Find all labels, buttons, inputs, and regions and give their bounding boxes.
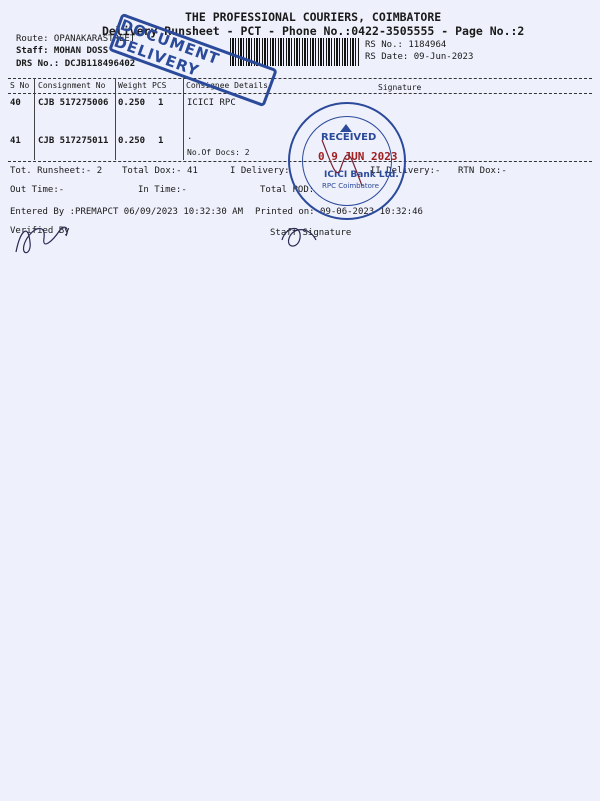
company-title: THE PROFESSIONAL COURIERS, COIMBATORE — [185, 10, 442, 24]
printed-on: Printed on: 09-06-2023 10:32:46 — [255, 207, 423, 217]
rtn-dox: RTN Dox:- — [458, 166, 507, 176]
staff-label: Staff: MOHAN DOSS — [16, 46, 109, 56]
row-consignment: CJB 517275011 — [38, 136, 109, 146]
received-date: 0 9 JUN 2023 — [318, 150, 398, 163]
row-pcs: 1 — [158, 136, 164, 146]
column-rule — [183, 78, 184, 160]
staff-signature-mark — [276, 218, 326, 258]
col-consignee: Consignee Details — [186, 81, 268, 90]
received-label: RECEIVED — [321, 132, 377, 143]
ii-delivery: II Delivery:- — [370, 166, 441, 176]
verifier-signature — [8, 212, 78, 260]
rs-date: RS Date: 09-Jun-2023 — [365, 52, 474, 62]
bank-place: RPC Coimbatore — [322, 182, 379, 190]
total-dox: Total Dox:- 41 — [122, 166, 198, 176]
row-consignee: . — [187, 132, 193, 142]
column-rule — [34, 78, 35, 160]
stamp-text: DOCUMENT DELIVERY — [111, 15, 223, 81]
col-weight: Weight — [118, 81, 147, 90]
row-weight: 0.250 — [118, 136, 146, 146]
col-sno: S No — [10, 81, 30, 90]
drs-number: DRS No.: DCJB118496402 — [16, 59, 136, 69]
col-signature: Signature — [378, 83, 422, 92]
column-rule — [115, 78, 116, 160]
receiver-signature — [316, 130, 366, 190]
staff-signature: Staff Signature — [270, 228, 352, 238]
row-sno: 40 — [10, 98, 21, 108]
bank-name: ICICI Bank Ltd. — [324, 170, 399, 180]
no-of-docs: No.Of Docs: 2 — [187, 148, 250, 157]
runsheet-title: Delivery Runsheet - PCT - Phone No.:0422-3505555 - Page No.:2 — [102, 24, 525, 38]
in-time: In Time:- — [138, 185, 187, 195]
row-consignment: CJB 517275006 — [38, 98, 109, 108]
out-time: Out Time:- — [10, 185, 65, 195]
divider — [8, 78, 592, 79]
verified-by: Verified By — [10, 226, 70, 236]
rs-number: RS No.: 1184964 — [365, 40, 447, 50]
row-consignee: ICICI RPC — [187, 98, 236, 108]
tot-runsheet: Tot. Runsheet:- 2 — [10, 166, 103, 176]
divider — [8, 93, 592, 94]
entered-by: Entered By :PREMAPCT 06/09/2023 10:32:30 AM — [10, 207, 243, 217]
row-sno: 41 — [10, 136, 21, 146]
i-delivery: I Delivery: — [230, 166, 290, 176]
col-consignment: Consignment No — [38, 81, 106, 90]
col-pcs: PCS — [152, 81, 167, 90]
total-pod: Total POD: — [260, 185, 315, 195]
row-pcs: 1 — [158, 98, 164, 108]
row-weight: 0.250 — [118, 98, 146, 108]
route-label: Route: OPANAKARASTREET — [16, 34, 136, 44]
